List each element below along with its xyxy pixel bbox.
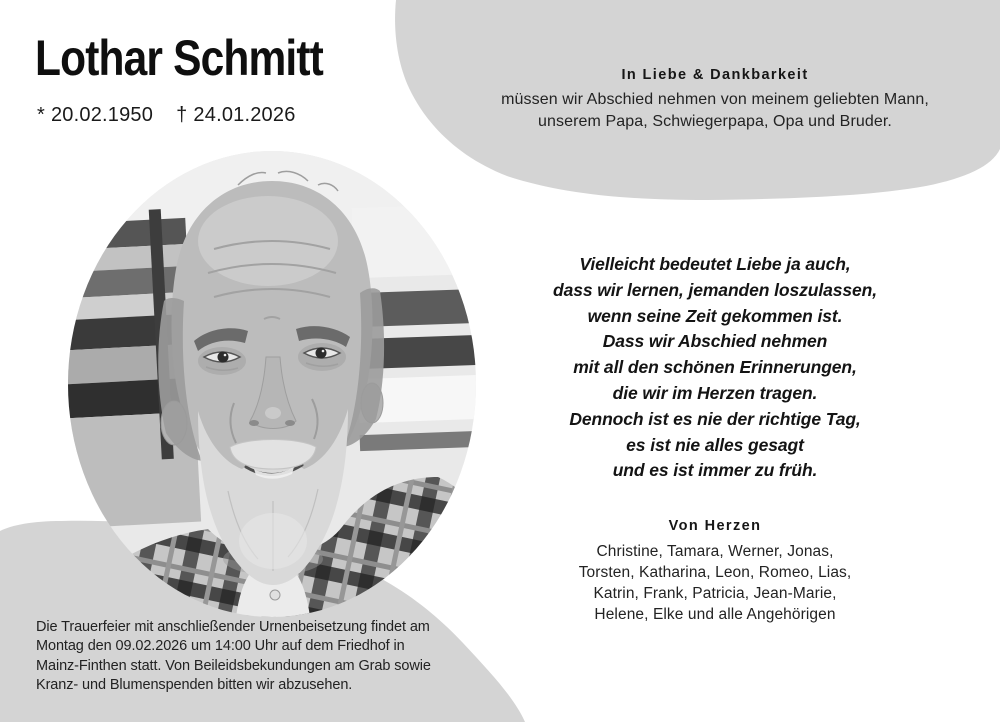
header-block xyxy=(35,30,374,86)
funeral-info-block xyxy=(36,618,516,696)
farewell-heading: Von Herzen xyxy=(668,518,762,534)
mourner-line: Katrin, Frank, Patricia, Jean-Marie, xyxy=(593,585,837,602)
mourner-names xyxy=(490,541,940,625)
death-date-value: 24.01.2026 xyxy=(193,104,296,126)
poem-block xyxy=(490,252,940,484)
mourner-line: Helene, Elke und alle Angehörigen xyxy=(594,606,836,623)
dedication-line: müssen wir Abschied nehmen von meinem geliebten Mann, xyxy=(501,91,929,108)
life-dates xyxy=(37,104,296,127)
poem-line: dass wir lernen, jemanden loszulassen, xyxy=(553,279,877,300)
poem-line: Vielleicht bedeutet Liebe ja auch, xyxy=(579,254,851,274)
poem-line: Dennoch ist es nie der richtige Tag, xyxy=(569,408,861,429)
funeral-line: Kranz- und Blumenspenden bitten wir abzusehen. xyxy=(36,677,353,694)
farewell-block xyxy=(490,518,940,625)
poem-line: wenn seine Zeit gekommen ist. xyxy=(587,305,843,326)
poem-line: Dass wir Abschied nehmen xyxy=(602,331,828,352)
mourner-line: Christine, Tamara, Werner, Jonas, xyxy=(596,543,834,560)
dedication-heading: In Liebe & Dankbarkeit xyxy=(621,67,809,83)
shirt-button xyxy=(270,590,280,600)
portrait-photo xyxy=(68,151,476,617)
funeral-line: Mainz-Finthen statt. Von Beileidsbekundungen am Grab sowie xyxy=(36,657,431,674)
death-date xyxy=(176,104,295,127)
funeral-line: Die Trauerfeier mit anschließender Urnenbeisetzung findet am xyxy=(36,619,430,635)
poem-line: es ist nie alles gesagt xyxy=(626,434,804,455)
birth-star-icon: * xyxy=(37,104,45,126)
dedication-line: unserem Papa, Schwiegerpapa, Opa und Bruder. xyxy=(538,112,892,130)
poem-line: mit all den schönen Erinnerungen, xyxy=(573,357,857,378)
page-title: Lothar Schmitt xyxy=(35,30,323,86)
dedication-block xyxy=(468,67,962,132)
poem-line: die wir im Herzen tragen. xyxy=(612,382,818,403)
death-cross-icon: † xyxy=(176,104,188,126)
birth-date xyxy=(37,104,153,127)
mourner-line: Torsten, Katharina, Leon, Romeo, Lias, xyxy=(578,564,852,581)
poem-line: und es ist immer zu früh. xyxy=(612,460,818,481)
birth-date-value: 20.02.1950 xyxy=(50,104,154,126)
funeral-line: Montag den 09.02.2026 um 14:00 Uhr auf dem Friedhof in xyxy=(36,638,405,655)
